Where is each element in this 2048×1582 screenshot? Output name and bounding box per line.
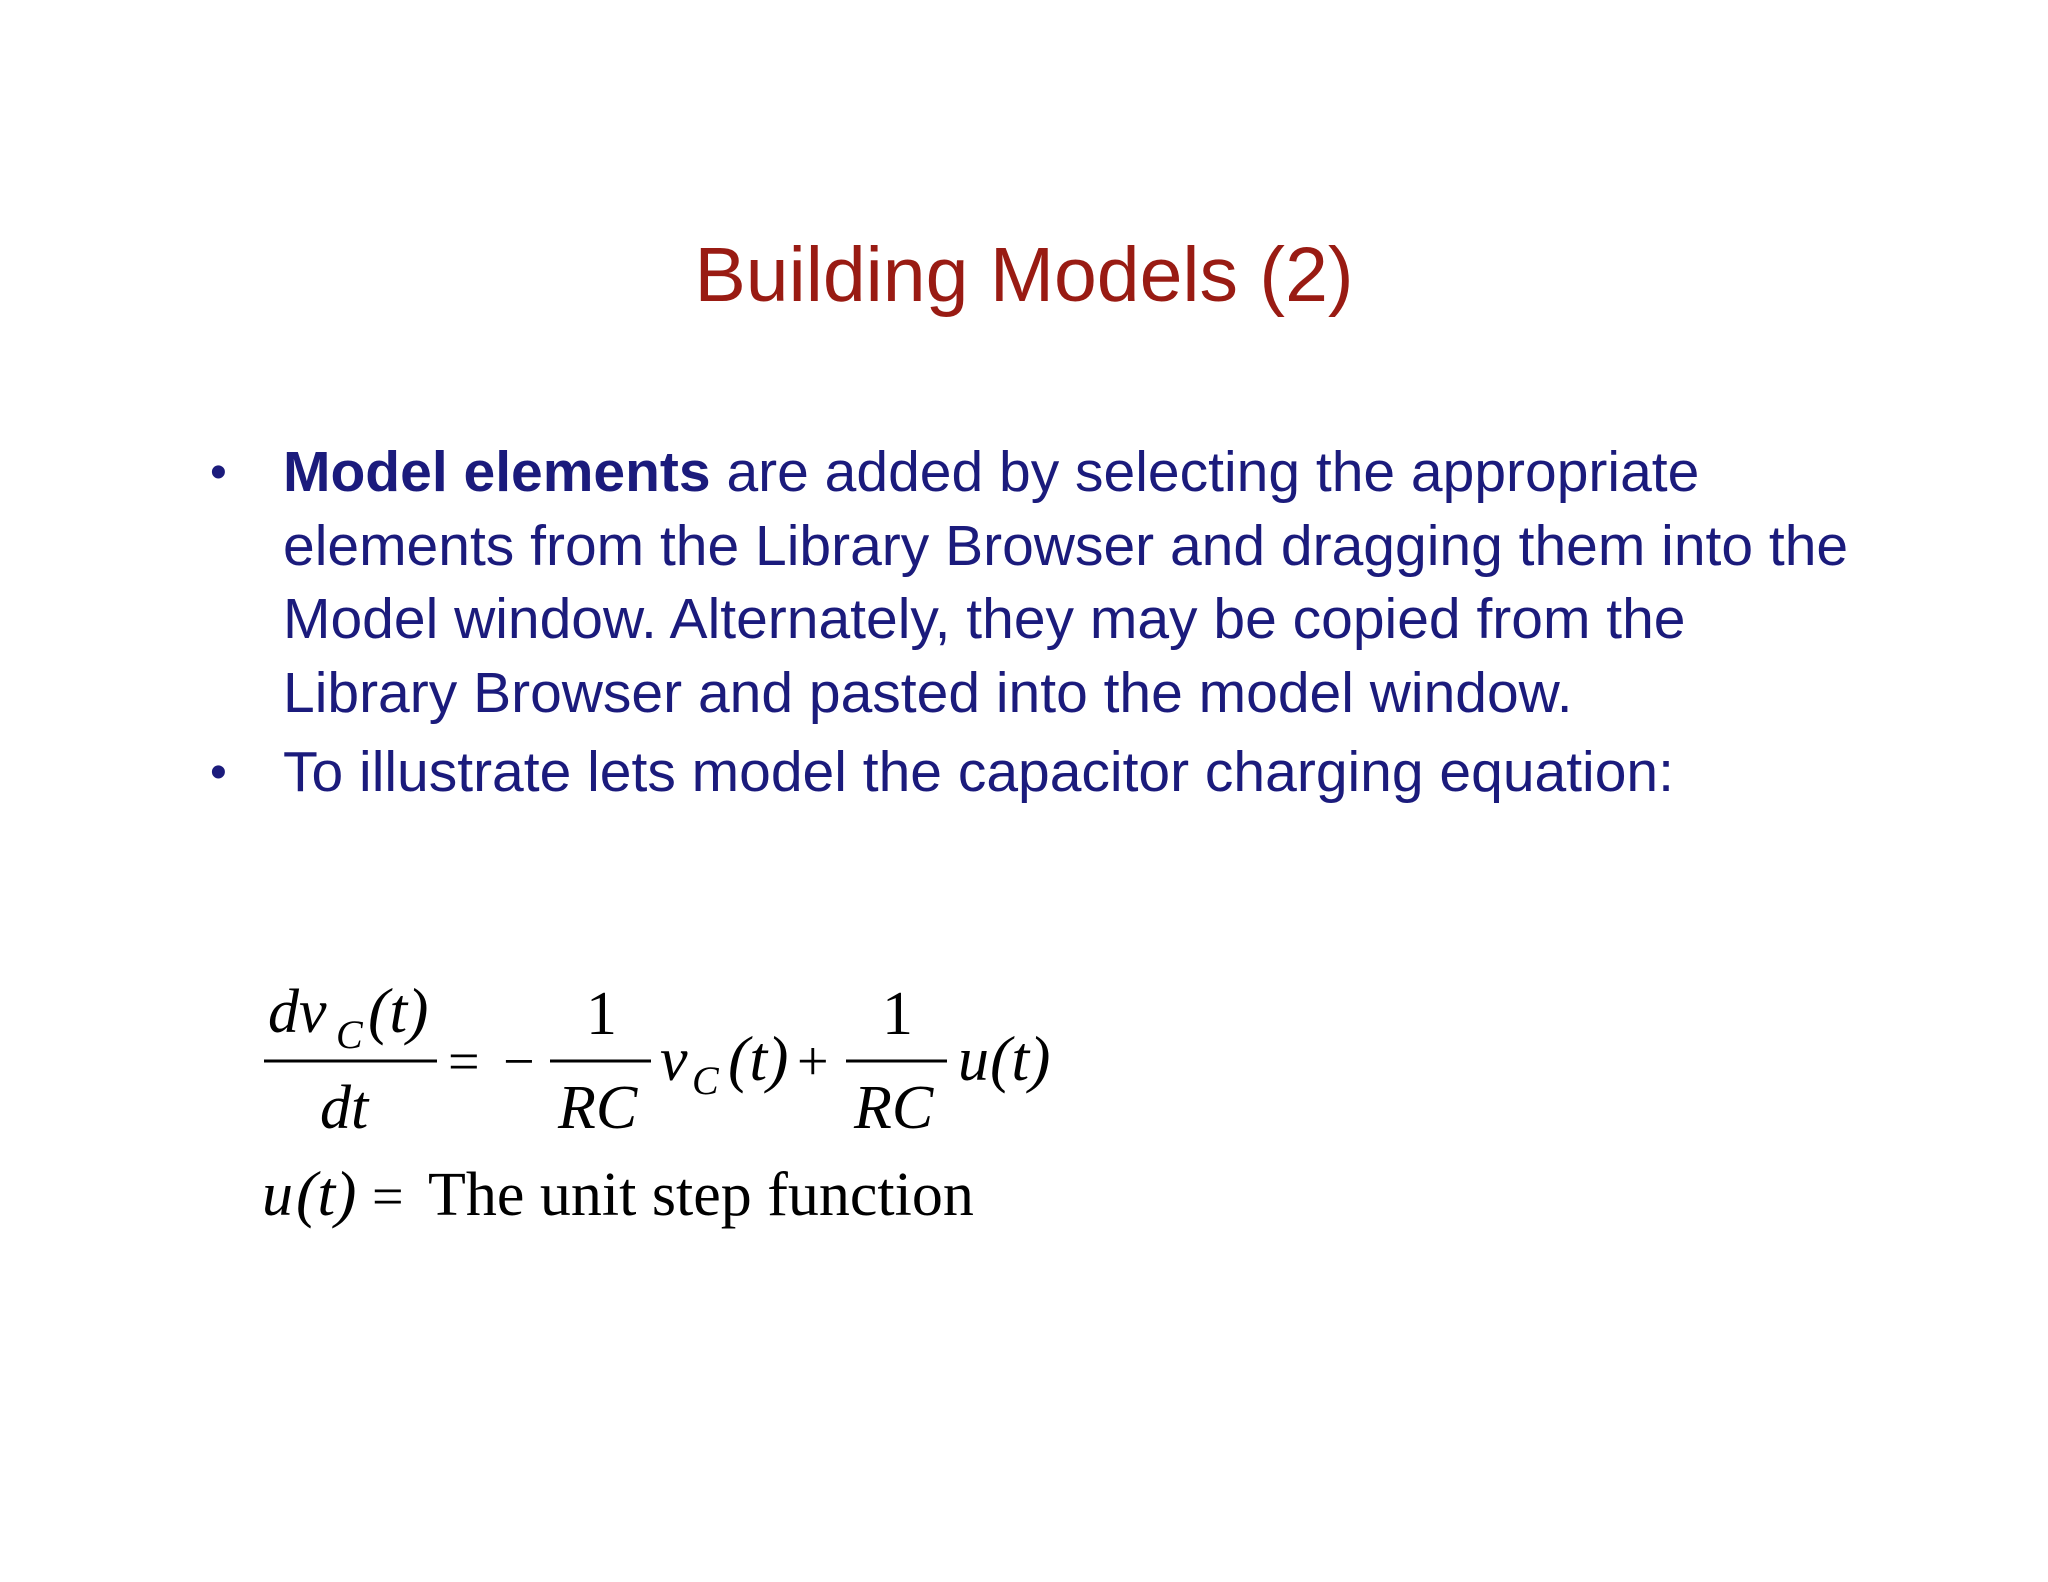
eq-def-u: u: [262, 1161, 293, 1229]
eq-frac2-denominator: RC: [854, 1074, 934, 1142]
eq-term1-arg: (t): [728, 1023, 789, 1094]
eq-term1-v: v: [660, 1026, 688, 1094]
bullet-text: are added by selecting the appropriate elements from the Library Browser and dragging them into the Model window. Alternately, they may be copied from the Library Browser and pasted into the model window.: [283, 440, 1849, 725]
eq-lhs-numerator-arg: (t): [368, 975, 429, 1046]
eq-plus-sign: +: [797, 1031, 829, 1093]
bullet-text: To illustrate lets model the capacitor charging equation:: [283, 740, 1674, 804]
slide-title: Building Models (2): [694, 232, 1354, 318]
eq-lhs-numerator: dv: [268, 978, 327, 1046]
eq-frac2-numerator: 1: [882, 980, 913, 1048]
eq-equals-sign: =: [448, 1031, 480, 1093]
eq-lhs-numerator-subscript: C: [336, 1012, 363, 1057]
eq-lhs-denominator: dt: [320, 1074, 369, 1142]
eq-minus-sign: −: [503, 1031, 535, 1093]
eq-frac1-denominator: RC: [558, 1074, 638, 1142]
bullet-marker: •: [210, 746, 227, 799]
eq-def-equals: =: [372, 1166, 404, 1228]
bullet-bold-lead: Model elements: [283, 440, 711, 504]
eq-term2-u: u: [958, 1026, 989, 1094]
eq-term2-arg: (t): [990, 1023, 1051, 1094]
eq-frac1-numerator: 1: [586, 980, 617, 1048]
eq-term1-subscript: C: [692, 1058, 719, 1103]
eq-def-text: The unit step function: [428, 1161, 974, 1229]
eq-def-arg: (t): [296, 1158, 357, 1229]
bullet-marker: •: [210, 446, 227, 499]
